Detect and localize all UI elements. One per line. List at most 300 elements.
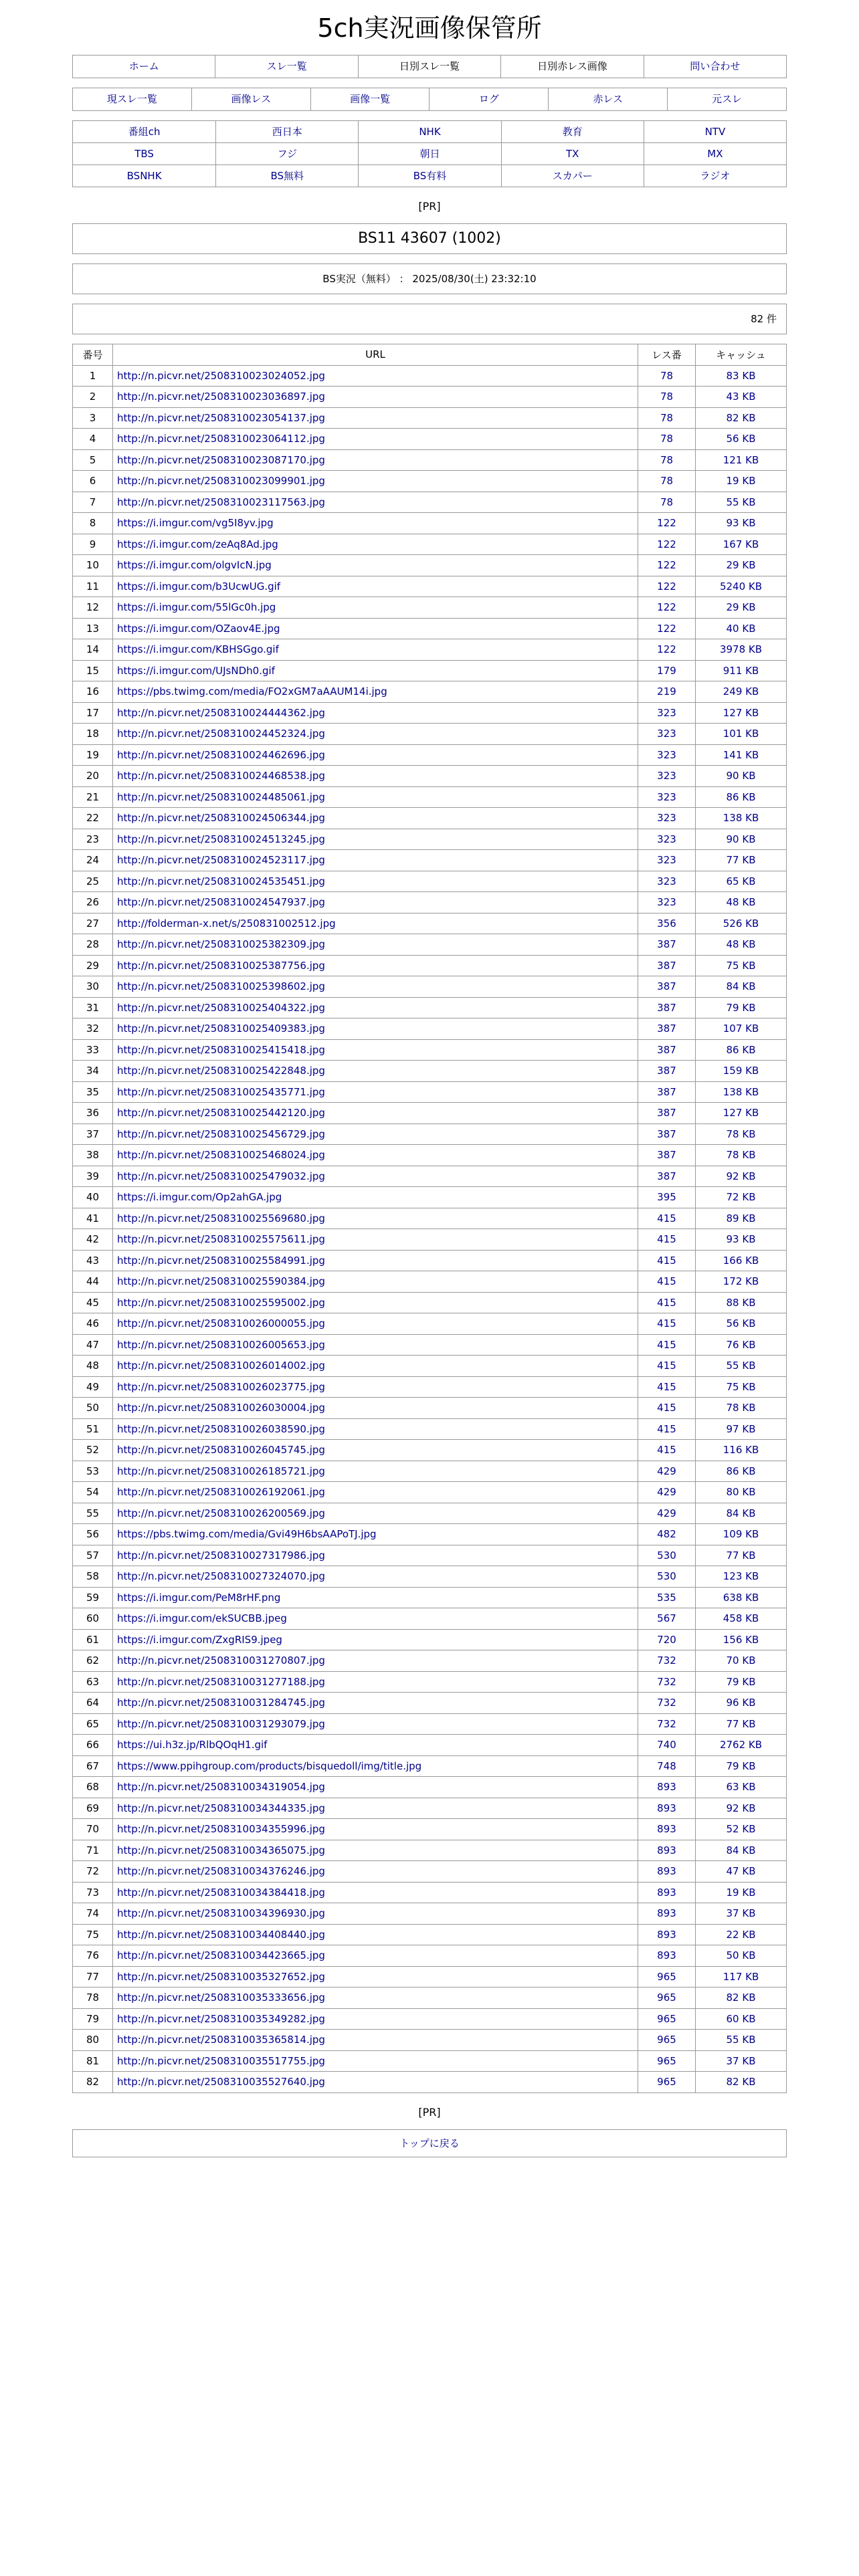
cache-link[interactable]: 83 KB (696, 365, 787, 387)
res-number-link[interactable]: 429 (638, 1461, 696, 1482)
cache-link[interactable]: 37 KB (696, 1903, 787, 1925)
cache-link[interactable]: 2762 KB (696, 1735, 787, 1756)
res-number-link[interactable]: 78 (638, 471, 696, 492)
image-url-link[interactable]: http://n.picvr.net/2508310025595002.jpg (117, 1296, 325, 1309)
image-url-link[interactable]: http://n.picvr.net/2508310031284745.jpg (117, 1697, 325, 1709)
cache-link[interactable]: 84 KB (696, 1840, 787, 1861)
channel-link-10[interactable]: BSNHK (73, 165, 215, 187)
res-number-link[interactable]: 323 (638, 744, 696, 766)
thread-nav-item-2[interactable]: 画像一覧 (310, 88, 430, 110)
res-number-link[interactable]: 965 (638, 2008, 696, 2030)
cache-link[interactable]: 138 KB (696, 808, 787, 829)
cache-link[interactable]: 75 KB (696, 1376, 787, 1398)
back-to-top-link[interactable]: トップに戻る (399, 2137, 460, 2149)
main-nav-item-3[interactable]: 日別赤レス画像 (500, 56, 643, 78)
cache-link[interactable]: 97 KB (696, 1418, 787, 1440)
image-url-link[interactable]: http://n.picvr.net/2508310026185721.jpg (117, 1465, 325, 1477)
cache-link[interactable]: 19 KB (696, 471, 787, 492)
res-number-link[interactable]: 893 (638, 1882, 696, 1903)
res-number-link[interactable]: 387 (638, 1103, 696, 1124)
image-url-link[interactable]: http://n.picvr.net/2508310034396930.jpg (117, 1907, 325, 1920)
image-url-link[interactable]: http://n.picvr.net/2508310024462696.jpg (117, 748, 325, 761)
cache-link[interactable]: 56 KB (696, 1313, 787, 1335)
cache-link[interactable]: 55 KB (696, 2030, 787, 2051)
res-number-link[interactable]: 387 (638, 955, 696, 976)
cache-link[interactable]: 78 KB (696, 1145, 787, 1166)
image-url-link[interactable]: http://n.picvr.net/2508310025398602.jpg (117, 980, 325, 993)
res-number-link[interactable]: 78 (638, 365, 696, 387)
page-wrapper (72, 0, 787, 2157)
image-url-link[interactable]: https://i.imgur.com/ZxgRIS9.jpeg (117, 1633, 282, 1646)
table-row (73, 997, 787, 1018)
cache-link[interactable]: 123 KB (696, 1566, 787, 1588)
image-url-link[interactable]: http://n.picvr.net/2508310026000055.jpg (117, 1317, 325, 1330)
thread-nav-item-5[interactable]: 元スレ (667, 88, 786, 110)
res-number-link[interactable]: 387 (638, 1039, 696, 1061)
cache-link[interactable]: 80 KB (696, 1482, 787, 1503)
res-number-link[interactable]: 893 (638, 1777, 696, 1798)
table-row (73, 365, 787, 387)
thread-nav-item-0[interactable]: 現スレ一覧 (106, 93, 157, 105)
table-row (73, 407, 787, 429)
cache-link[interactable]: 48 KB (696, 934, 787, 956)
cache-link[interactable]: 3978 KB (696, 639, 787, 661)
channel-link-13[interactable]: スカパー (501, 165, 644, 187)
res-number-link[interactable]: 323 (638, 892, 696, 914)
image-url-link[interactable]: http://n.picvr.net/2508310034384418.jpg (117, 1886, 325, 1899)
cache-link[interactable]: 89 KB (696, 1208, 787, 1229)
image-url-link[interactable]: http://n.picvr.net/2508310026030004.jpg (117, 1402, 325, 1414)
cache-link[interactable]: 86 KB (696, 1461, 787, 1482)
channel-link-6[interactable]: フジ (215, 142, 358, 165)
cache-link[interactable]: 88 KB (696, 1292, 787, 1313)
cache-link[interactable]: 19 KB (696, 1882, 787, 1903)
res-number-link[interactable]: 122 (638, 534, 696, 555)
cache-link[interactable]: 526 KB (696, 913, 787, 934)
cache-link[interactable]: 93 KB (696, 513, 787, 534)
image-url-link[interactable]: http://n.picvr.net/2508310025387756.jpg (117, 959, 325, 972)
res-number-link[interactable]: 965 (638, 1966, 696, 1988)
cache-link[interactable]: 166 KB (696, 1250, 787, 1271)
channel-link-4[interactable]: NTV (644, 121, 786, 142)
res-number-link[interactable]: 122 (638, 513, 696, 534)
image-url-link[interactable]: http://n.picvr.net/2508310034423665.jpg (117, 1949, 325, 1962)
cache-link[interactable]: 86 KB (696, 1039, 787, 1061)
res-number-link[interactable]: 78 (638, 449, 696, 471)
image-url-link[interactable]: https://i.imgur.com/b3UcwUG.gif (117, 580, 281, 593)
cache-link[interactable]: 172 KB (696, 1271, 787, 1293)
image-url-link[interactable]: https://i.imgur.com/zeAq8Ad.jpg (117, 538, 278, 550)
res-number-link[interactable]: 78 (638, 492, 696, 513)
image-url-link[interactable]: http://n.picvr.net/2508310034319054.jpg (117, 1781, 325, 1794)
table-row (73, 1229, 787, 1251)
image-url-link[interactable]: https://www.ppihgroup.com/products/bisquedoll/img/title.jpg (117, 1759, 422, 1772)
cache-link[interactable]: 63 KB (696, 1777, 787, 1798)
channel-link-2[interactable]: NHK (358, 121, 500, 142)
res-number-link[interactable]: 415 (638, 1313, 696, 1335)
image-url-link[interactable]: https://i.imgur.com/Op2ahGA.jpg (117, 1191, 282, 1204)
cache-link[interactable]: 96 KB (696, 1693, 787, 1714)
res-number-link[interactable]: 732 (638, 1693, 696, 1714)
cache-link[interactable]: 167 KB (696, 534, 787, 555)
res-number-link[interactable]: 732 (638, 1713, 696, 1735)
cache-link[interactable]: 82 KB (696, 1988, 787, 2009)
image-url-link[interactable]: https://ui.h3z.jp/RlbQOqH1.gif (117, 1739, 268, 1751)
res-number-link[interactable]: 323 (638, 724, 696, 745)
image-url-link[interactable]: http://n.picvr.net/2508310035365814.jpg (117, 2034, 325, 2046)
res-number-link[interactable]: 415 (638, 1208, 696, 1229)
cache-link[interactable]: 79 KB (696, 997, 787, 1018)
res-number-link[interactable]: 482 (638, 1524, 696, 1545)
image-url-link[interactable]: http://n.picvr.net/2508310026014002.jpg (117, 1360, 325, 1372)
cache-link[interactable]: 48 KB (696, 892, 787, 914)
image-url-link[interactable]: http://n.picvr.net/2508310034408440.jpg (117, 1928, 325, 1941)
cache-link[interactable]: 93 KB (696, 1229, 787, 1251)
res-number-link[interactable]: 387 (638, 1145, 696, 1166)
image-url-link[interactable]: https://i.imgur.com/vg5I8yv.jpg (117, 517, 274, 530)
res-number-link[interactable]: 395 (638, 1187, 696, 1208)
res-number-link[interactable]: 530 (638, 1545, 696, 1566)
image-url-link[interactable]: http://n.picvr.net/2508310023064112.jpg (117, 433, 325, 445)
cache-link[interactable]: 22 KB (696, 1924, 787, 1945)
table-row (73, 513, 787, 534)
cache-link[interactable]: 77 KB (696, 1713, 787, 1735)
row-number: 41 (73, 1208, 113, 1229)
res-number-link[interactable]: 748 (638, 1755, 696, 1777)
image-url-link[interactable]: http://n.picvr.net/2508310035527640.jpg (117, 2076, 325, 2088)
res-number-link[interactable]: 720 (638, 1629, 696, 1650)
url-cell (113, 1503, 638, 1524)
channel-link-1[interactable]: 西日本 (215, 121, 358, 142)
res-number-link[interactable]: 965 (638, 2050, 696, 2072)
cache-link[interactable]: 249 KB (696, 681, 787, 703)
image-url-link[interactable]: http://folderman-x.net/s/250831002512.jpg (117, 917, 336, 930)
res-number-link[interactable]: 415 (638, 1418, 696, 1440)
table-row (73, 1334, 787, 1356)
cache-link[interactable]: 79 KB (696, 1671, 787, 1693)
row-number: 15 (73, 660, 113, 681)
res-number-link[interactable]: 323 (638, 871, 696, 892)
url-cell (113, 997, 638, 1018)
res-number-link[interactable]: 535 (638, 1587, 696, 1608)
image-url-link[interactable]: https://i.imgur.com/KBHSGgo.gif (117, 643, 279, 656)
image-url-link[interactable]: http://n.picvr.net/2508310026023775.jpg (117, 1380, 325, 1393)
cache-link[interactable]: 116 KB (696, 1440, 787, 1461)
channel-link-5[interactable]: TBS (73, 142, 215, 165)
cache-link[interactable]: 72 KB (696, 1187, 787, 1208)
cache-link[interactable]: 109 KB (696, 1524, 787, 1545)
image-url-link[interactable]: http://n.picvr.net/2508310027317986.jpg (117, 1549, 325, 1562)
res-number-link[interactable]: 387 (638, 1061, 696, 1082)
res-number-link[interactable]: 429 (638, 1503, 696, 1524)
res-number-link[interactable]: 965 (638, 1988, 696, 2009)
image-url-link[interactable]: https://i.imgur.com/UJsNDh0.gif (117, 664, 275, 677)
cache-link[interactable]: 156 KB (696, 1629, 787, 1650)
image-url-link[interactable]: http://n.picvr.net/2508310023024052.jpg (117, 369, 325, 382)
image-url-link[interactable]: http://n.picvr.net/2508310034365075.jpg (117, 1844, 325, 1856)
res-number-link[interactable]: 78 (638, 429, 696, 450)
channel-link-0[interactable]: 番組ch (128, 126, 161, 138)
res-number-link[interactable]: 387 (638, 1081, 696, 1103)
image-url-link[interactable]: http://n.picvr.net/2508310025435771.jpg (117, 1085, 325, 1098)
cache-link[interactable]: 56 KB (696, 429, 787, 450)
channel-link-8[interactable]: TX (501, 142, 644, 165)
cache-link[interactable]: 141 KB (696, 744, 787, 766)
row-number: 60 (73, 1608, 113, 1630)
res-number-link[interactable]: 387 (638, 934, 696, 956)
image-url-link[interactable]: http://n.picvr.net/2508310026045745.jpg (117, 1444, 325, 1457)
res-number-link[interactable]: 179 (638, 660, 696, 681)
image-url-link[interactable]: http://n.picvr.net/2508310034344335.jpg (117, 1802, 325, 1814)
cache-link[interactable]: 90 KB (696, 829, 787, 850)
channel-link-11[interactable]: BS無料 (215, 165, 358, 187)
res-number-link[interactable]: 323 (638, 702, 696, 724)
res-number-link[interactable]: 323 (638, 786, 696, 808)
row-number: 78 (73, 1988, 113, 2009)
res-number-link[interactable]: 122 (638, 597, 696, 619)
row-number: 20 (73, 766, 113, 787)
image-url-link[interactable]: http://n.picvr.net/2508310035327652.jpg (117, 1970, 325, 1983)
image-url-link[interactable]: https://pbs.twimg.com/media/FO2xGM7aAAUM14i.jpg (117, 685, 387, 698)
image-url-link[interactable]: http://n.picvr.net/2508310024468538.jpg (117, 770, 325, 782)
res-number-link[interactable]: 740 (638, 1735, 696, 1756)
image-url-link[interactable]: http://n.picvr.net/2508310024452324.jpg (117, 728, 325, 740)
cache-link[interactable]: 76 KB (696, 1334, 787, 1356)
cache-link[interactable]: 37 KB (696, 2050, 787, 2072)
res-number-link[interactable]: 78 (638, 387, 696, 408)
cache-link[interactable]: 458 KB (696, 1608, 787, 1630)
image-url-link[interactable]: http://n.picvr.net/2508310025456729.jpg (117, 1128, 325, 1140)
image-url-link[interactable]: http://n.picvr.net/2508310025382309.jpg (117, 938, 325, 951)
cache-link[interactable]: 47 KB (696, 1861, 787, 1883)
res-number-link[interactable]: 415 (638, 1376, 696, 1398)
res-number-link[interactable]: 415 (638, 1250, 696, 1271)
res-number-link[interactable]: 387 (638, 1018, 696, 1040)
url-cell (113, 1123, 638, 1145)
channel-link-12[interactable]: BS有料 (358, 165, 500, 187)
thread-nav-item-1[interactable]: 画像レス (191, 88, 310, 110)
cache-link[interactable]: 92 KB (696, 1798, 787, 1819)
res-number-link[interactable]: 893 (638, 1945, 696, 1967)
res-number-link[interactable]: 965 (638, 2030, 696, 2051)
image-url-link[interactable]: http://n.picvr.net/2508310025468024.jpg (117, 1149, 325, 1162)
image-url-link[interactable]: http://n.picvr.net/2508310031277188.jpg (117, 1675, 325, 1688)
image-url-link[interactable]: http://n.picvr.net/2508310026038590.jpg (117, 1422, 325, 1435)
table-row (73, 1313, 787, 1335)
cache-link[interactable]: 127 KB (696, 702, 787, 724)
res-number-link[interactable]: 732 (638, 1671, 696, 1693)
image-url-link[interactable]: https://i.imgur.com/ekSUCBB.jpeg (117, 1612, 287, 1625)
image-url-link[interactable]: http://n.picvr.net/2508310023117563.jpg (117, 496, 325, 508)
res-number-link[interactable]: 387 (638, 1123, 696, 1145)
image-url-link[interactable]: http://n.picvr.net/2508310025415418.jpg (117, 1043, 325, 1056)
cache-link[interactable]: 121 KB (696, 449, 787, 471)
cache-link[interactable]: 65 KB (696, 871, 787, 892)
cache-link[interactable]: 78 KB (696, 1123, 787, 1145)
image-url-link[interactable]: http://n.picvr.net/2508310025442120.jpg (117, 1107, 325, 1119)
cache-link[interactable]: 84 KB (696, 976, 787, 998)
image-url-link[interactable]: http://n.picvr.net/2508310024513245.jpg (117, 833, 325, 845)
image-url-link[interactable]: http://n.picvr.net/2508310026192061.jpg (117, 1486, 325, 1499)
cache-link[interactable]: 55 KB (696, 492, 787, 513)
main-nav-item-2[interactable]: 日別スレ一覧 (358, 56, 500, 78)
table-row (73, 1271, 787, 1293)
image-url-link[interactable]: http://n.picvr.net/2508310026005653.jpg (117, 1338, 325, 1351)
res-number-link[interactable]: 893 (638, 1924, 696, 1945)
cache-link[interactable]: 159 KB (696, 1061, 787, 1082)
channel-link-7[interactable]: 朝日 (358, 142, 500, 165)
image-url-link[interactable]: http://n.picvr.net/2508310031293079.jpg (117, 1717, 325, 1730)
row-number: 34 (73, 1061, 113, 1082)
res-number-link[interactable]: 965 (638, 2072, 696, 2093)
image-url-link[interactable]: http://n.picvr.net/2508310035333656.jpg (117, 1992, 325, 2004)
image-url-link[interactable]: http://n.picvr.net/2508310023054137.jpg (117, 411, 325, 424)
main-nav-item-0[interactable]: ホーム (128, 60, 159, 72)
res-number-link[interactable]: 122 (638, 618, 696, 639)
main-nav-item-4[interactable]: 問い合わせ (644, 56, 786, 78)
res-number-link[interactable]: 567 (638, 1608, 696, 1630)
channel-link-14[interactable]: ラジオ (644, 165, 786, 187)
res-number-link[interactable]: 732 (638, 1650, 696, 1672)
image-url-link[interactable]: http://n.picvr.net/2508310024523117.jpg (117, 854, 325, 867)
res-number-link[interactable]: 78 (638, 407, 696, 429)
cache-link[interactable]: 82 KB (696, 2072, 787, 2093)
res-number-link[interactable]: 323 (638, 850, 696, 871)
res-number-link[interactable]: 893 (638, 1798, 696, 1819)
image-url-link[interactable]: http://n.picvr.net/2508310035349282.jpg (117, 2012, 325, 2025)
cache-link[interactable]: 82 KB (696, 407, 787, 429)
url-cell (113, 976, 638, 998)
cache-link[interactable]: 52 KB (696, 1819, 787, 1840)
cache-link[interactable]: 101 KB (696, 724, 787, 745)
image-url-link[interactable]: https://i.imgur.com/55lGc0h.jpg (117, 601, 276, 614)
cache-link[interactable]: 127 KB (696, 1103, 787, 1124)
image-url-link[interactable]: http://n.picvr.net/2508310024506344.jpg (117, 812, 325, 825)
url-cell (113, 1587, 638, 1608)
image-url-link[interactable]: http://n.picvr.net/2508310023099901.jpg (117, 475, 325, 488)
image-url-link[interactable]: http://n.picvr.net/2508310025479032.jpg (117, 1170, 325, 1182)
res-number-link[interactable]: 530 (638, 1566, 696, 1588)
channel-link-3[interactable]: 教育 (501, 121, 644, 142)
cache-link[interactable]: 55 KB (696, 1356, 787, 1377)
res-number-link[interactable]: 415 (638, 1398, 696, 1419)
cache-link[interactable]: 138 KB (696, 1081, 787, 1103)
cache-link[interactable]: 911 KB (696, 660, 787, 681)
res-number-link[interactable]: 387 (638, 997, 696, 1018)
cache-link[interactable]: 92 KB (696, 1166, 787, 1187)
image-url-link[interactable]: http://n.picvr.net/2508310023036897.jpg (117, 391, 325, 403)
cache-link[interactable]: 77 KB (696, 1545, 787, 1566)
image-url-link[interactable]: http://n.picvr.net/2508310035517755.jpg (117, 2054, 325, 2067)
image-url-link[interactable]: http://n.picvr.net/2508310027324070.jpg (117, 1570, 325, 1583)
cache-link[interactable]: 70 KB (696, 1650, 787, 1672)
image-url-link[interactable]: http://n.picvr.net/2508310023087170.jpg (117, 453, 325, 466)
image-url-link[interactable]: http://n.picvr.net/2508310034376246.jpg (117, 1865, 325, 1878)
image-url-link[interactable]: http://n.picvr.net/2508310031270807.jpg (117, 1654, 325, 1667)
res-number-link[interactable]: 122 (638, 576, 696, 597)
image-url-link[interactable]: http://n.picvr.net/2508310025575611.jpg (117, 1233, 325, 1246)
res-number-link[interactable]: 415 (638, 1229, 696, 1251)
url-cell (113, 1103, 638, 1124)
res-number-link[interactable]: 415 (638, 1271, 696, 1293)
image-url-link[interactable]: https://i.imgur.com/olgvIcN.jpg (117, 559, 272, 572)
cache-link[interactable]: 29 KB (696, 597, 787, 619)
cache-link[interactable]: 77 KB (696, 850, 787, 871)
cache-link[interactable]: 79 KB (696, 1755, 787, 1777)
image-url-link[interactable]: http://n.picvr.net/2508310024547937.jpg (117, 896, 325, 909)
thread-nav-item-4[interactable]: 赤レス (548, 88, 667, 110)
cache-link[interactable]: 78 KB (696, 1398, 787, 1419)
res-number-link[interactable]: 893 (638, 1819, 696, 1840)
table-row (73, 1398, 787, 1419)
url-cell (113, 618, 638, 639)
res-number-link[interactable]: 415 (638, 1356, 696, 1377)
image-url-link[interactable]: http://n.picvr.net/2508310025404322.jpg (117, 1001, 325, 1014)
res-number-link[interactable]: 893 (638, 1840, 696, 1861)
res-number-link[interactable]: 323 (638, 829, 696, 850)
cache-link[interactable]: 43 KB (696, 387, 787, 408)
cache-link[interactable]: 117 KB (696, 1966, 787, 1988)
cache-link[interactable]: 29 KB (696, 555, 787, 576)
cache-link[interactable]: 75 KB (696, 955, 787, 976)
image-url-link[interactable]: https://i.imgur.com/OZaov4E.jpg (117, 622, 280, 635)
image-url-link[interactable]: https://pbs.twimg.com/media/Gvi49H6bsAAPoTJ.jpg (117, 1528, 377, 1541)
image-url-link[interactable]: http://n.picvr.net/2508310024444362.jpg (117, 706, 325, 719)
res-number-link[interactable]: 122 (638, 555, 696, 576)
res-number-link[interactable]: 415 (638, 1440, 696, 1461)
cache-link[interactable]: 40 KB (696, 618, 787, 639)
image-url-link[interactable]: http://n.picvr.net/2508310026200569.jpg (117, 1507, 325, 1519)
url-cell (113, 1292, 638, 1313)
table-row (73, 1608, 787, 1630)
image-url-link[interactable]: https://i.imgur.com/PeM8rHF.png (117, 1591, 281, 1604)
image-url-link[interactable]: http://n.picvr.net/2508310025584991.jpg (117, 1254, 325, 1267)
image-url-link[interactable]: http://n.picvr.net/2508310025590384.jpg (117, 1275, 325, 1288)
image-url-link[interactable]: http://n.picvr.net/2508310025409383.jpg (117, 1023, 325, 1035)
res-number-link[interactable]: 415 (638, 1334, 696, 1356)
cache-link[interactable]: 50 KB (696, 1945, 787, 1967)
res-number-link[interactable]: 893 (638, 1861, 696, 1883)
main-nav-item-1[interactable]: スレ一覧 (215, 56, 357, 78)
image-url-link[interactable]: http://n.picvr.net/2508310034355996.jpg (117, 1823, 325, 1836)
cache-link[interactable]: 86 KB (696, 786, 787, 808)
row-number: 79 (73, 2008, 113, 2030)
cache-link[interactable]: 60 KB (696, 2008, 787, 2030)
cache-link[interactable]: 638 KB (696, 1587, 787, 1608)
cache-link[interactable]: 107 KB (696, 1018, 787, 1040)
image-url-link[interactable]: http://n.picvr.net/2508310025422848.jpg (117, 1065, 325, 1077)
res-number-link[interactable]: 415 (638, 1292, 696, 1313)
res-number-link[interactable]: 387 (638, 1166, 696, 1187)
table-row (73, 449, 787, 471)
thread-nav-item-3[interactable]: ログ (429, 88, 548, 110)
res-number-link[interactable]: 323 (638, 808, 696, 829)
channel-link-9[interactable]: MX (644, 142, 786, 165)
image-url-link[interactable]: http://n.picvr.net/2508310025569680.jpg (117, 1212, 325, 1224)
cache-link[interactable]: 84 KB (696, 1503, 787, 1524)
cache-link[interactable]: 5240 KB (696, 576, 787, 597)
res-number-link[interactable]: 893 (638, 1903, 696, 1925)
res-number-link[interactable]: 429 (638, 1482, 696, 1503)
res-number-link[interactable]: 122 (638, 639, 696, 661)
image-url-link[interactable]: http://n.picvr.net/2508310024535451.jpg (117, 875, 325, 887)
res-number-link[interactable]: 323 (638, 766, 696, 787)
res-number-link[interactable]: 387 (638, 976, 696, 998)
image-url-link[interactable]: http://n.picvr.net/2508310024485061.jpg (117, 790, 325, 803)
res-number-link[interactable]: 219 (638, 681, 696, 703)
cache-link[interactable]: 90 KB (696, 766, 787, 787)
res-number-link[interactable]: 356 (638, 913, 696, 934)
